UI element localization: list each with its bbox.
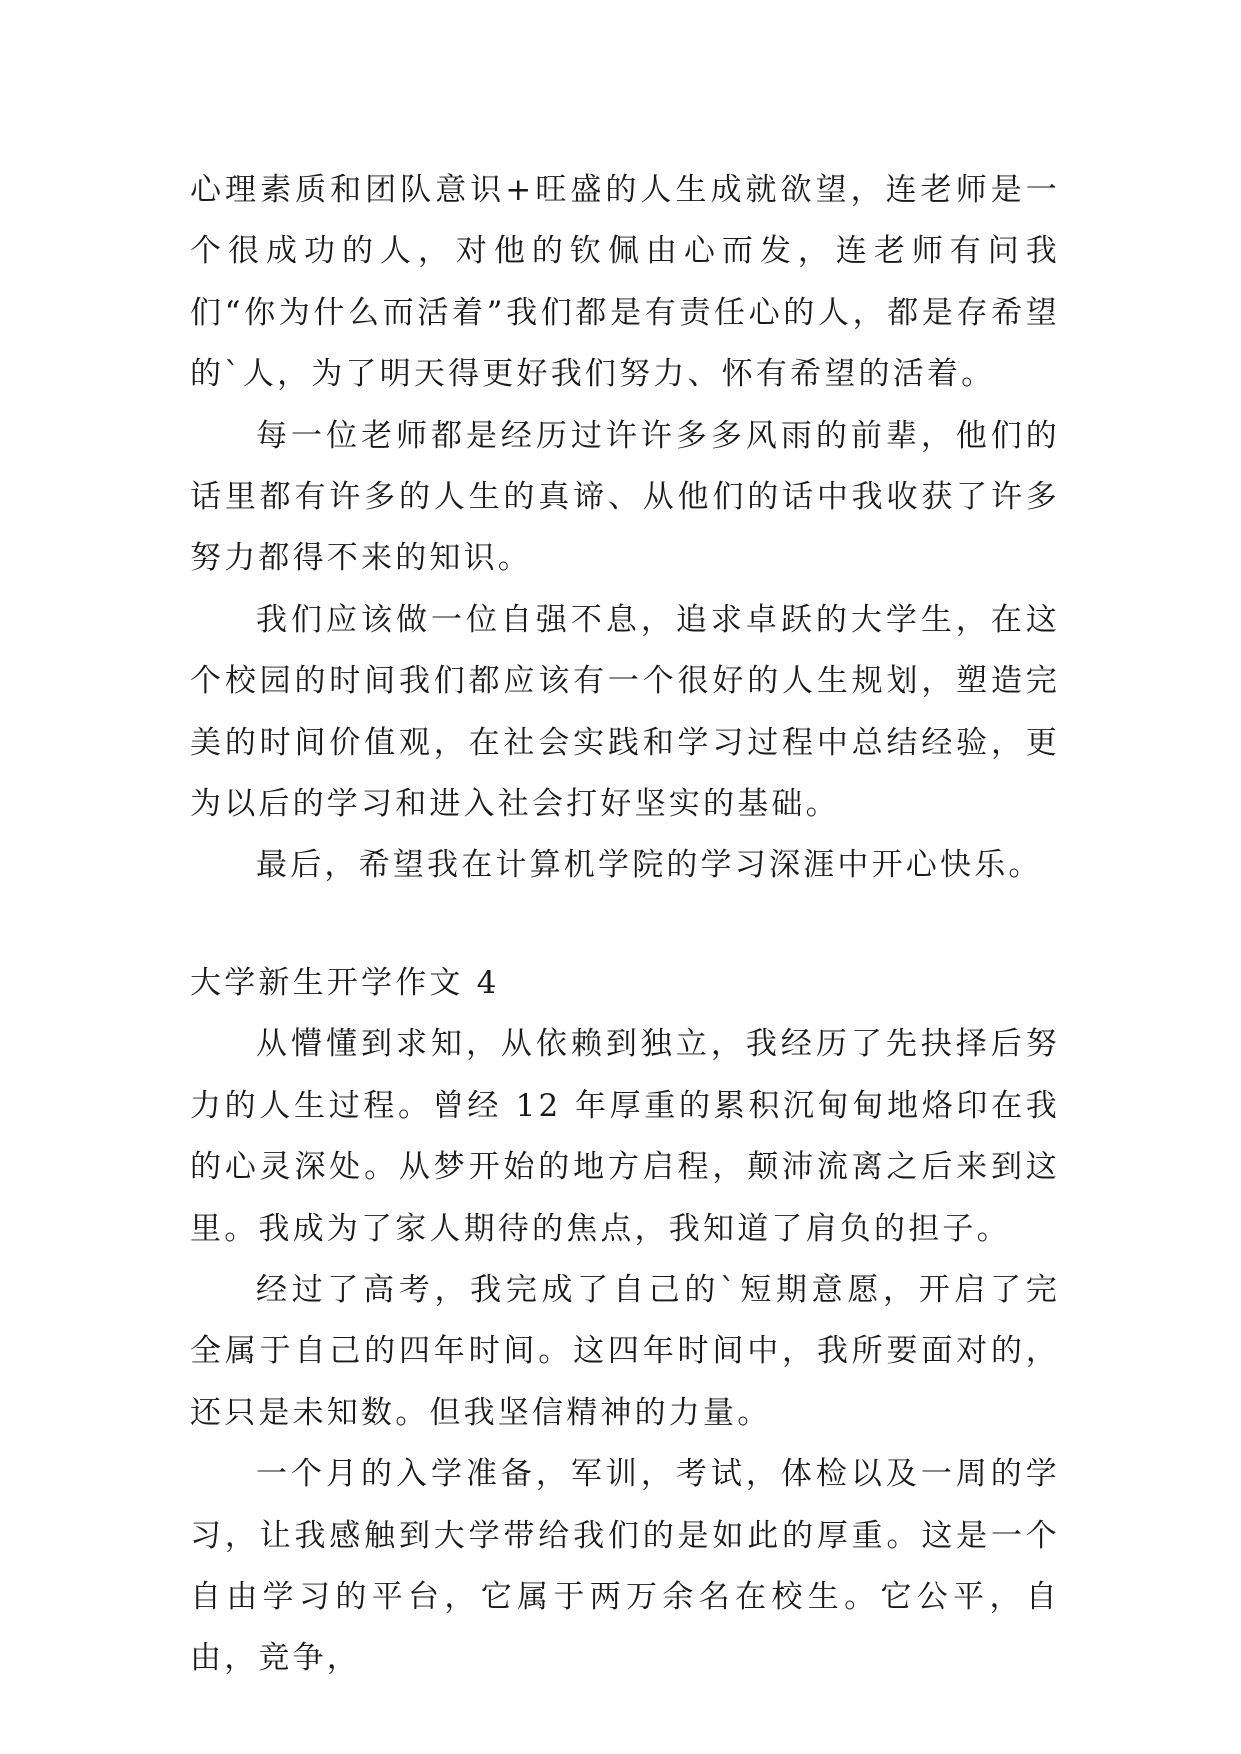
paragraph-5: 从懵懂到求知，从依赖到独立，我经历了先抉择后努力的人生过程。曾经 12 年厚重的累积沉甸甸地烙印在我的心灵深处。从梦开始的地方启程，颠沛流离之后来到这里。我成为了家人期待的焦点，我知道了肩负的担子。 [190, 1026, 1060, 1247]
paragraph-1: 心理素质和团队意识+旺盛的人生成就欲望，连老师是一个很成功的人，对他的钦佩由心而发，连老师有问我们“你为什么而活着”我们都是有责任心的人，都是存希望的`人，为了明天得更好我们努力、怀有希望的活着。 [190, 172, 1060, 393]
section-heading: 大学新生开学作文 4 [190, 964, 500, 1001]
document-page [190, 160, 1060, 1690]
paragraph-6: 经过了高考，我完成了自己的`短期意愿，开启了完全属于自己的四年时间。这四年时间中，我所要面对的，还只是未知数。但我坚信精神的力量。 [190, 1271, 1060, 1431]
paragraph-7: 一个月的入学准备，军训，考试，体检以及一周的学习，让我感触到大学带给我们的是如此的厚重。这是一个自由学习的平台，它属于两万余名在校生。它公平，自由，竞争， [190, 1456, 1060, 1677]
paragraph-2: 每一位老师都是经历过许许多多风雨的前辈，他们的话里都有许多的人生的真谛、从他们的话中我收获了许多努力都得不来的知识。 [190, 417, 1060, 577]
paragraph-4: 最后，希望我在计算机学院的学习深涯中开心快乐。 [256, 847, 1043, 884]
paragraph-3: 我们应该做一位自强不息，追求卓跃的大学生，在这个校园的时间我们都应该有一个很好的人生规划，塑造完美的时间价值观，在社会实践和学习过程中总结经验，更为以后的学习和进入社会打好坚实的基础。 [190, 601, 1060, 823]
